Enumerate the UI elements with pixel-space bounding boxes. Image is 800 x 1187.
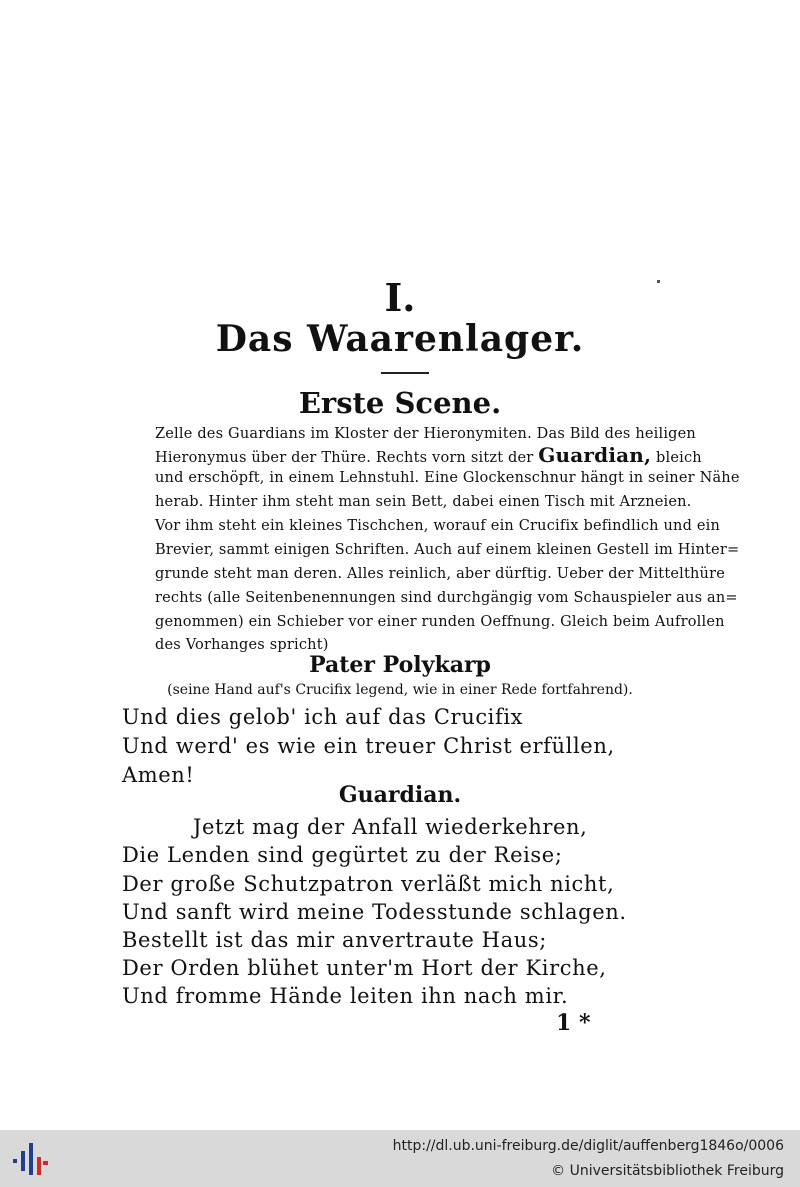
stage-line: Vor ihm steht ein kleines Tischchen, worauf ein Crucifix befindlich und ein [155, 518, 721, 534]
verse-line: Und sanft wird meine Todesstunde schlagen. [122, 900, 627, 924]
stage-line: des Vorhanges spricht) [155, 637, 329, 653]
ub-freiburg-logo-icon[interactable] [10, 1139, 50, 1179]
verse-line: Die Lenden sind gegürtet zu der Reise; [122, 843, 563, 867]
verse-line: Und dies gelob' ich auf das Crucifix [122, 705, 524, 729]
scene-heading: Erste Scene. [298, 386, 502, 420]
copyright-notice: © Universitätsbibliothek Freiburg [551, 1163, 784, 1179]
speaker-name: Guardian. [338, 782, 462, 808]
stage-line: Brevier, sammt einigen Schriften. Auch auf einem kleinen Gestell im Hinter= [155, 542, 740, 558]
verse-line: Bestellt ist das mir anvertraute Haus; [122, 928, 547, 952]
verse-line: Und fromme Hände leiten ihn nach mir. [122, 984, 569, 1008]
stage-inline-speaker: Guardian, [538, 443, 652, 467]
verse-line: Amen! [122, 763, 195, 787]
verse-line: Jetzt mag der Anfall wiederkehren, [193, 815, 588, 839]
verse-line: Der Orden blühet unter'm Hort der Kirche, [122, 956, 607, 980]
signature-mark: 1 * [556, 1010, 591, 1036]
stage-line: herab. Hinter ihm steht man sein Bett, dabei einen Tisch mit Arzneien. [155, 494, 692, 510]
verse-line: Der große Schutzpatron verläßt mich nicht, [122, 872, 615, 896]
title-divider [381, 372, 429, 374]
stage-line: rechts (alle Seitenbenennungen sind durchgängig vom Schauspieler aus an= [155, 590, 738, 606]
act-title: Das Waarenlager. [215, 318, 585, 360]
stage-line: und erschöpft, in einem Lehnstuhl. Eine Glockenschnur hängt in seiner Nähe [155, 470, 740, 486]
act-numeral: I. [384, 275, 416, 320]
stage-inline-tail: bleich [656, 450, 702, 466]
speaker-name: Pater Polykarp [309, 652, 491, 678]
speaker-direction: (seine Hand auf's Crucifix legend, wie in einer Rede fortfahrend). [167, 682, 633, 698]
stage-line [155, 443, 727, 467]
viewer-footer [0, 1130, 800, 1187]
stage-line: genommen) ein Schieber vor einer runden Oeffnung. Gleich beim Aufrollen [155, 614, 725, 630]
verse-line: Und werd' es wie ein treuer Christ erfüllen, [122, 734, 615, 758]
stage-line: Zelle des Guardians im Kloster der Hieronymiten. Das Bild des heiligen [155, 426, 696, 442]
permalink[interactable]: http://dl.ub.uni-freiburg.de/diglit/auffenberg1846o/0006 [392, 1138, 784, 1154]
stage-line: grunde steht man deren. Alles reinlich, aber dürftig. Ueber der Mittelthüre [155, 566, 725, 582]
stage-line-text: Hieronymus über der Thüre. Rechts vorn sitzt der [155, 450, 534, 466]
